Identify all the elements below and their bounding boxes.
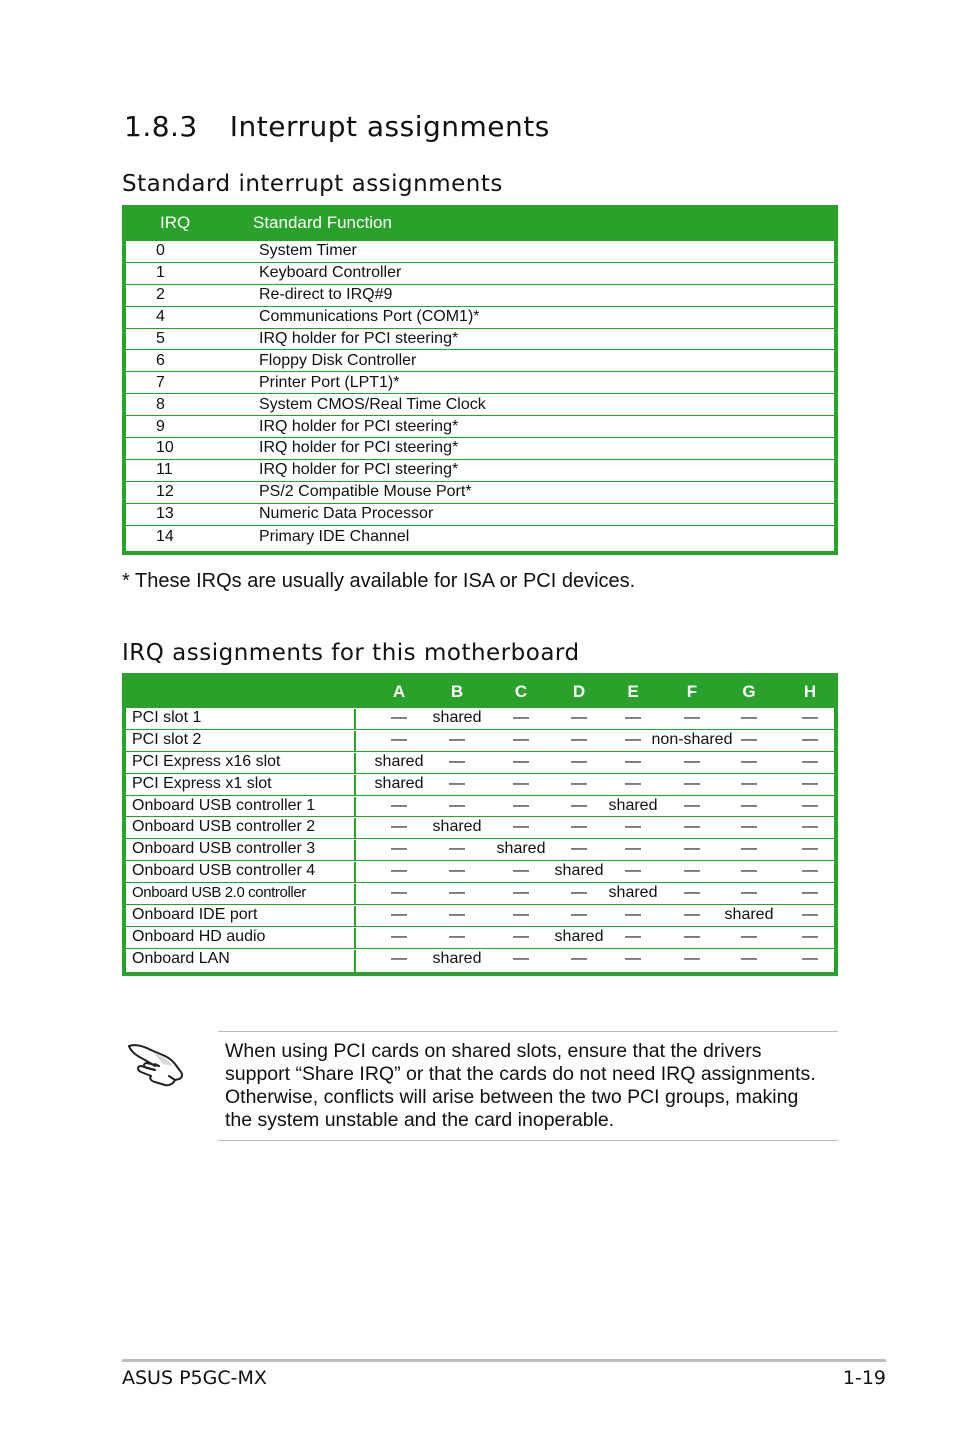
irq-cell: —: [802, 730, 818, 748]
table-row: [126, 285, 834, 307]
table-row: [126, 796, 834, 818]
irq-cell: shared: [724, 906, 774, 924]
irq-cell: —: [684, 949, 700, 967]
irq-cell: —: [391, 709, 407, 726]
note-text: When using PCI cards on shared slots, ensure that the drivers support “Share IRQ” or that the cards do not need IRQ assignments. Otherwise, conflicts will arise between the two PCI groups, making the system unstable and the card inoperable.: [225, 1040, 816, 1131]
irq-cell: —: [625, 927, 641, 945]
irq-cell: —: [625, 818, 641, 836]
motherboard-irq-table: [122, 673, 838, 976]
column-header: G: [742, 682, 756, 701]
irq-function: Re-direct to IRQ#9: [259, 286, 393, 304]
device-name: Onboard LAN: [132, 950, 356, 972]
table-row: [126, 817, 834, 839]
irq-cell: —: [625, 862, 641, 880]
irq-cell: shared: [432, 949, 482, 967]
note-box: [218, 1031, 838, 1141]
irq-cell: —: [741, 796, 757, 814]
table-row: [126, 263, 834, 285]
table-row: [126, 752, 834, 774]
table-row: [126, 883, 834, 905]
motherboard-heading: IRQ assignments for this motherboard: [122, 640, 580, 666]
irq-cell: —: [684, 927, 700, 945]
irq-cell: —: [449, 906, 465, 924]
standard-heading: Standard interrupt assignments: [122, 171, 503, 197]
irq-function: Primary IDE Channel: [259, 527, 410, 545]
irq-cell: —: [625, 949, 641, 967]
irq-cell: —: [571, 906, 587, 924]
irq-cell: —: [513, 730, 529, 748]
irq-function: System Timer: [259, 242, 357, 260]
table-row: [126, 307, 834, 329]
column-header: F: [686, 682, 698, 701]
irq-number: 1: [156, 264, 165, 282]
irq-cell: —: [513, 949, 529, 967]
irq-cell: —: [802, 818, 818, 836]
irq-cell: —: [391, 927, 407, 945]
irq-cell: —: [625, 774, 641, 792]
irq-function: IRQ holder for PCI steering*: [259, 417, 459, 435]
table-row: [126, 438, 834, 460]
irq-cell: shared: [432, 818, 482, 836]
irq-cell: —: [625, 840, 641, 858]
table-row: [126, 241, 834, 263]
irq-number: 2: [156, 286, 165, 304]
irq-cell: —: [741, 927, 757, 945]
irq-cell: —: [802, 906, 818, 924]
irq-cell: —: [741, 709, 757, 726]
irq-cell: shared: [608, 884, 658, 902]
footer-rule: [122, 1359, 886, 1362]
irq-cell: —: [391, 730, 407, 748]
irq-cell: —: [741, 884, 757, 902]
table-row: [126, 708, 834, 730]
irq-cell: —: [571, 949, 587, 967]
irq-cell: —: [449, 862, 465, 880]
footer-product: ASUS P5GC-MX: [122, 1367, 267, 1389]
irq-cell: —: [391, 840, 407, 858]
irq-number: 5: [156, 330, 165, 347]
irq-number: 13: [156, 505, 174, 523]
column-header: H: [803, 682, 817, 701]
table-row: [126, 460, 834, 482]
irq-cell: —: [571, 884, 587, 902]
irq-cell: shared: [374, 774, 424, 792]
table-row: [126, 774, 834, 796]
irq-cell: —: [684, 862, 700, 880]
device-name: PCI slot 1: [132, 709, 356, 730]
irq-function: PS/2 Compatible Mouse Port*: [259, 483, 472, 501]
motherboard-table-header: [122, 673, 838, 708]
irq-cell: —: [741, 774, 757, 792]
table-row: [126, 416, 834, 438]
irq-cell: —: [513, 818, 529, 836]
device-name: Onboard HD audio: [132, 928, 356, 949]
irq-cell: —: [625, 730, 641, 748]
table-row: [126, 394, 834, 416]
irq-cell: —: [449, 730, 465, 748]
table-row: [126, 350, 834, 372]
table-row: [126, 482, 834, 504]
irq-cell: —: [571, 752, 587, 770]
irq-cell: shared: [554, 862, 604, 880]
irq-cell: —: [449, 840, 465, 858]
irq-cell: —: [449, 774, 465, 792]
table-row: [126, 927, 834, 949]
irq-number: 11: [156, 461, 173, 479]
irq-cell: —: [684, 709, 700, 726]
hand-pointer-icon: [125, 1038, 187, 1090]
irq-cell: —: [802, 927, 818, 945]
irq-cell: —: [513, 927, 529, 945]
irq-cell: —: [571, 730, 587, 748]
irq-cell: shared: [374, 752, 424, 770]
irq-cell: —: [513, 796, 529, 814]
irq-cell: —: [741, 730, 757, 748]
section-title: Interrupt assignments: [229, 110, 550, 143]
table-row: [126, 526, 834, 548]
irq-function: IRQ holder for PCI steering*: [259, 330, 459, 347]
device-name: PCI Express x1 slot: [132, 775, 356, 796]
irq-header: IRQ: [160, 213, 191, 232]
irq-cell: —: [802, 709, 818, 726]
irq-function: Printer Port (LPT1)*: [259, 373, 400, 391]
irq-cell: —: [513, 884, 529, 902]
irq-cell: —: [391, 906, 407, 924]
irq-cell: —: [391, 884, 407, 902]
irq-number: 7: [156, 373, 165, 391]
section-number: 1.8.3: [124, 110, 198, 143]
irq-cell: —: [449, 884, 465, 902]
irq-cell: —: [802, 752, 818, 770]
irq-cell: —: [802, 862, 818, 880]
irq-cell: —: [802, 884, 818, 902]
column-header: A: [392, 682, 406, 701]
irq-cell: —: [802, 774, 818, 792]
irq-cell: —: [625, 906, 641, 924]
irq-cell: shared: [608, 796, 658, 814]
irq-number: 6: [156, 351, 165, 369]
irq-cell: shared: [554, 927, 604, 945]
standard-irq-table: [122, 205, 838, 555]
irq-cell: —: [449, 796, 465, 814]
irq-cell: —: [513, 862, 529, 880]
irq-function: Numeric Data Processor: [259, 505, 434, 523]
irq-cell: —: [741, 862, 757, 880]
motherboard-table-body: [126, 708, 834, 971]
table-row: [126, 504, 834, 526]
irq-number: 14: [156, 527, 174, 545]
irq-cell: —: [684, 818, 700, 836]
irq-cell: —: [741, 818, 757, 836]
irq-cell: shared: [432, 709, 482, 726]
irq-cell: —: [741, 949, 757, 967]
device-name: Onboard USB controller 1: [132, 797, 356, 818]
irq-cell: —: [449, 927, 465, 945]
standard-table-header: [122, 205, 838, 241]
table-row: [126, 730, 834, 752]
irq-cell: non-shared: [651, 730, 733, 748]
column-header: E: [627, 682, 639, 701]
irq-cell: —: [625, 709, 641, 726]
irq-cell: —: [513, 906, 529, 924]
irq-cell: —: [571, 840, 587, 858]
device-name: PCI slot 2: [132, 731, 356, 752]
irq-number: 10: [156, 439, 174, 457]
irq-cell: —: [571, 818, 587, 836]
table-row: [126, 861, 834, 883]
irq-cell: —: [684, 906, 700, 924]
irq-cell: —: [684, 796, 700, 814]
irq-number: 0: [156, 242, 165, 260]
column-header: B: [450, 682, 464, 701]
device-name: Onboard USB controller 4: [132, 862, 356, 883]
irq-function: Keyboard Controller: [259, 264, 402, 282]
standard-table-body: [126, 241, 834, 547]
irq-number: 8: [156, 395, 165, 413]
table-row: [126, 839, 834, 861]
irq-function: Communications Port (COM1)*: [259, 308, 480, 326]
irq-cell: —: [684, 840, 700, 858]
irq-cell: shared: [496, 840, 546, 858]
irq-cell: —: [684, 752, 700, 770]
irq-number: 9: [156, 417, 165, 435]
irq-cell: —: [802, 796, 818, 814]
page-number: 1-19: [842, 1367, 886, 1389]
device-name: Onboard IDE port: [132, 906, 356, 927]
irq-cell: —: [391, 949, 407, 967]
irq-cell: —: [391, 796, 407, 814]
irq-cell: —: [391, 818, 407, 836]
irq-cell: —: [571, 796, 587, 814]
device-name: Onboard USB controller 2: [132, 818, 356, 839]
irq-cell: —: [571, 774, 587, 792]
irq-cell: —: [684, 884, 700, 902]
irq-cell: —: [513, 752, 529, 770]
irq-footnote: * These IRQs are usually available for ISA or PCI devices.: [122, 570, 636, 592]
table-row: [126, 329, 834, 351]
section-heading: [124, 110, 550, 143]
irq-number: 12: [156, 483, 174, 501]
irq-function: Floppy Disk Controller: [259, 351, 417, 369]
irq-cell: —: [449, 752, 465, 770]
table-row: [126, 905, 834, 927]
irq-cell: —: [513, 774, 529, 792]
table-row: [126, 949, 834, 971]
irq-number: 4: [156, 308, 165, 326]
column-header: D: [572, 682, 586, 701]
device-name: Onboard USB 2.0 controller: [132, 884, 356, 905]
irq-cell: —: [741, 752, 757, 770]
irq-cell: —: [684, 774, 700, 792]
table-row: [126, 372, 834, 394]
irq-cell: —: [391, 862, 407, 880]
irq-cell: —: [741, 840, 757, 858]
device-name: PCI Express x16 slot: [132, 753, 356, 774]
irq-function: IRQ holder for PCI steering*: [259, 461, 459, 479]
irq-cell: —: [802, 840, 818, 858]
column-header: C: [514, 682, 528, 701]
irq-cell: —: [513, 709, 529, 726]
irq-function: System CMOS/Real Time Clock: [259, 395, 486, 413]
irq-cell: —: [802, 949, 818, 967]
irq-cell: —: [571, 709, 587, 726]
irq-cell: —: [625, 752, 641, 770]
irq-function: IRQ holder for PCI steering*: [259, 439, 459, 457]
device-name: Onboard USB controller 3: [132, 840, 356, 861]
function-header: Standard Function: [253, 213, 392, 232]
